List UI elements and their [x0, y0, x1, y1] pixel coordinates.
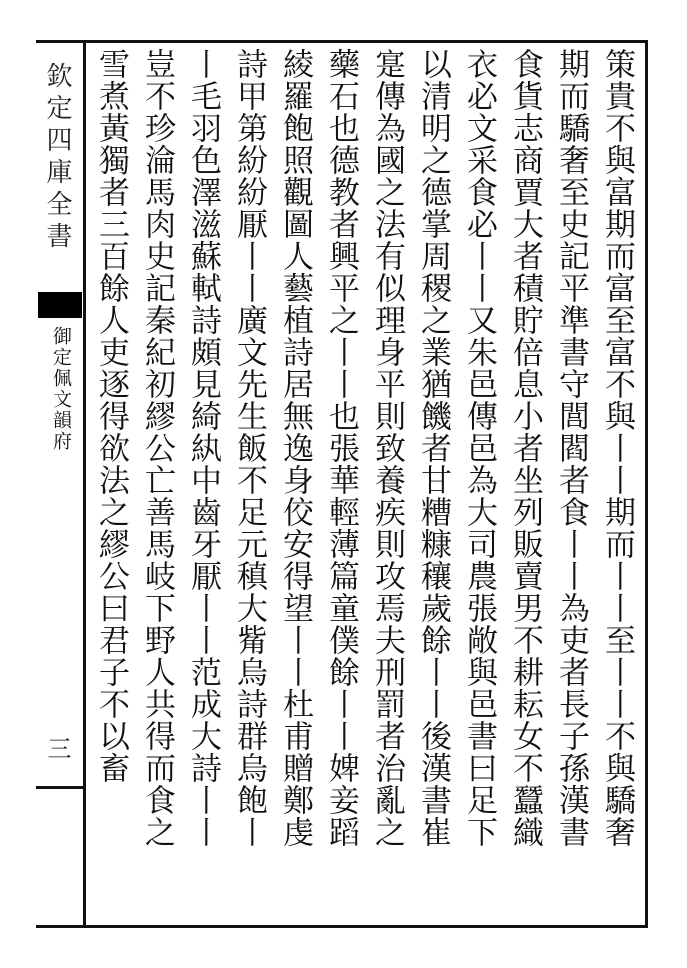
text-column: 食貨志商賈大者積貯倍息小者坐列販賣男不耕耘女不蠶織 — [507, 48, 543, 848]
text-column: 衣必文采食必丨丨又朱邑傳邑為大司農張敞與邑書曰足下 — [461, 48, 497, 848]
margin-rule — [83, 40, 86, 928]
page-number: 三 — [43, 736, 71, 760]
text-column: 藥石也德教者興平之丨丨也張華輕薄篇童僕餘丨丨婢妾蹈 — [323, 48, 359, 848]
spine-title: 欽定四庫全書 — [42, 62, 72, 254]
fishtail-mark — [38, 292, 82, 318]
text-column: 寔傳為國之法有似理身平則致養疾則攻焉夫刑罰者治亂之 — [369, 48, 405, 848]
text-column: 以清明之德掌周稷之業猶饑者甘糟糠穰歲餘丨丨後漢書崔 — [415, 48, 451, 848]
text-column: 詩甲第紛紛厭丨丨廣文先生飯不足元稹大觜烏詩群烏飽丨 — [231, 48, 267, 848]
body-text — [88, 48, 640, 920]
text-column: 雪煮黃獨者三百餘人吏逐得欲法之繆公曰君子不以畜 — [93, 48, 129, 784]
book-title: 御定佩文韻府 — [50, 326, 72, 452]
text-column: 丨毛羽色澤滋蘇軾詩頗見綺紈中齒牙厭丨丨范成大詩丨丨 — [185, 48, 221, 848]
text-column: 策貴不與富期而富至富不與丨丨期而丨丨至丨丨不與驕奢 — [599, 48, 635, 848]
text-column: 期而驕奢至史記平準書守閭閻者食丨丨為吏者長子孫漢書 — [553, 48, 589, 848]
text-column: 綾羅飽照觀圖人藝植詩居無逸身佼安得望丨丨杜甫贈鄭虔 — [277, 48, 313, 848]
spine-divider — [36, 786, 83, 789]
text-column: 豈不珍淪馬肉史記秦紀初繆公亡善馬岐下野人共得而食之 — [139, 48, 175, 848]
